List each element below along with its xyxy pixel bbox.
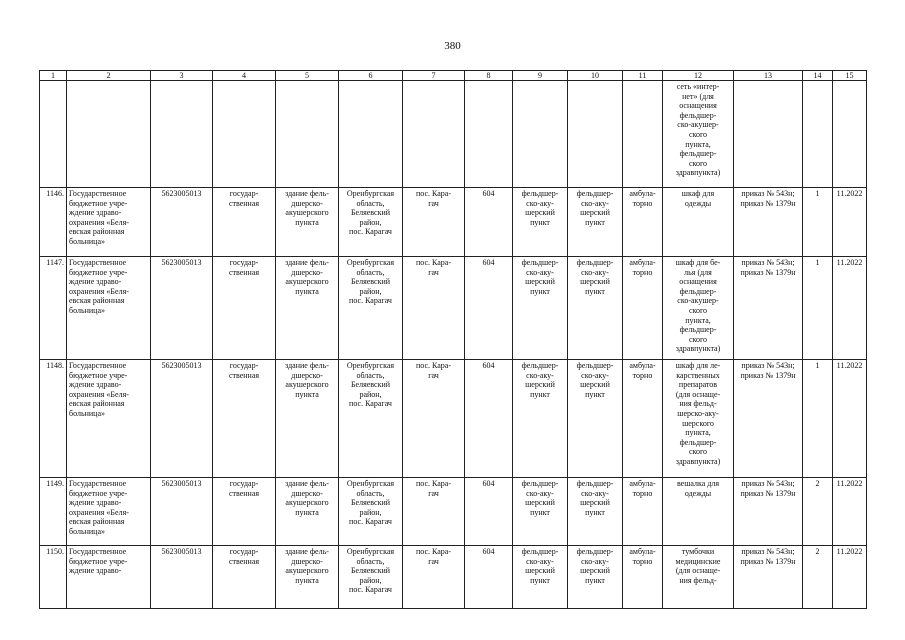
address-cell: Оренбургская область, Беляевский район, пос. Карагач bbox=[339, 257, 403, 360]
settlement-cell: пос. Кара- гач bbox=[403, 360, 465, 478]
col-header: 10 bbox=[568, 71, 623, 81]
row-number-cell: 1148. bbox=[40, 360, 67, 478]
equipment-cell: тумбочки медицинские (для оснаще- ния фельд- bbox=[663, 546, 734, 609]
quantity-cell: 1 bbox=[803, 257, 833, 360]
care-form-cell: амбула- торно bbox=[623, 546, 663, 609]
quantity-cell: 1 bbox=[803, 360, 833, 478]
facility-subtype-cell: фельдшер- ско-аку- шерский пункт bbox=[568, 478, 623, 546]
table-row bbox=[40, 360, 867, 478]
row-number-cell: 1147. bbox=[40, 257, 67, 360]
organization-cell: Государственное бюджетное учре- ждение здраво- охранения «Беля- евская районная больница» bbox=[67, 257, 151, 360]
order-cell: приказ № 543н; приказ № 1379н bbox=[734, 360, 803, 478]
col-header: 14 bbox=[803, 71, 833, 81]
ownership-cell: государ- ственная bbox=[213, 188, 276, 257]
ownership-cell: государ- ственная bbox=[213, 257, 276, 360]
table-row bbox=[40, 257, 867, 360]
order-cell: приказ № 543н; приказ № 1379н bbox=[734, 546, 803, 609]
order-cell: приказ № 543н; приказ № 1379н bbox=[734, 478, 803, 546]
building-cell: здание фель- дшерско- акушерского пункта bbox=[276, 188, 339, 257]
facility-type-cell: фельдшер- ско-аку- шерский пункт bbox=[513, 546, 568, 609]
quantity-cell: 1 bbox=[803, 188, 833, 257]
building-cell: здание фель- дшерско- акушерского пункта bbox=[276, 360, 339, 478]
care-form-cell: амбула- торно bbox=[623, 257, 663, 360]
inn-cell: 5623005013 bbox=[151, 257, 213, 360]
facility-subtype-cell: фельдшер- ско-аку- шерский пункт bbox=[568, 546, 623, 609]
date-cell: 11.2022 bbox=[833, 546, 867, 609]
register-table bbox=[39, 70, 867, 609]
equipment-cell: шкаф для бе- лья (для оснащения фельдшер- ско-акушер- ского пункта, фельдшер- ского здравпункта) bbox=[663, 257, 734, 360]
inn-cell: 5623005013 bbox=[151, 188, 213, 257]
ownership-cell: государ- ственная bbox=[213, 478, 276, 546]
facility-subtype-cell: фельдшер- ско-аку- шерский пункт bbox=[568, 188, 623, 257]
address-cell: Оренбургская область, Беляевский район, пос. Карагач bbox=[339, 188, 403, 257]
organization-cell: Государственное бюджетное учре- ждение здраво- охранения «Беля- евская районная больница» bbox=[67, 360, 151, 478]
address-cell: Оренбургская область, Беляевский район, пос. Карагач bbox=[339, 546, 403, 609]
table-row bbox=[40, 188, 867, 257]
code-cell: 604 bbox=[465, 188, 513, 257]
building-cell: здание фель- дшерско- акушерского пункта bbox=[276, 546, 339, 609]
care-form-cell: амбула- торно bbox=[623, 478, 663, 546]
col-header: 9 bbox=[513, 71, 568, 81]
settlement-cell: пос. Кара- гач bbox=[403, 257, 465, 360]
inn-cell: 5623005013 bbox=[151, 478, 213, 546]
facility-type-cell: фельдшер- ско-аку- шерский пункт bbox=[513, 188, 568, 257]
date-cell: 11.2022 bbox=[833, 360, 867, 478]
inn-cell: 5623005013 bbox=[151, 360, 213, 478]
organization-cell: Государственное бюджетное учре- ждение здраво- охранения «Беля- евская районная больница» bbox=[67, 478, 151, 546]
facility-type-cell: фельдшер- ско-аку- шерский пункт bbox=[513, 360, 568, 478]
table-row bbox=[40, 478, 867, 546]
col-header: 4 bbox=[213, 71, 276, 81]
code-cell: 604 bbox=[465, 546, 513, 609]
equipment-cell: шкаф для ле- карственных препаратов (для оснаще- ния фельд- шерско-аку- шерского пункта, фельдшер- ского здравпункта) bbox=[663, 360, 734, 478]
col-header: 2 bbox=[67, 71, 151, 81]
col-header: 15 bbox=[833, 71, 867, 81]
page-number: 380 bbox=[444, 40, 461, 52]
col-header: 12 bbox=[663, 71, 734, 81]
col-header: 11 bbox=[623, 71, 663, 81]
row-number-cell: 1146. bbox=[40, 188, 67, 257]
order-cell: приказ № 543н; приказ № 1379н bbox=[734, 257, 803, 360]
organization-cell: Государственное бюджетное учре- ждение здраво- охранения «Беля- евская районная больница» bbox=[67, 188, 151, 257]
order-cell: приказ № 543н; приказ № 1379н bbox=[734, 188, 803, 257]
code-cell: 604 bbox=[465, 257, 513, 360]
building-cell: здание фель- дшерско- акушерского пункта bbox=[276, 257, 339, 360]
address-cell: Оренбургская область, Беляевский район, пос. Карагач bbox=[339, 360, 403, 478]
equipment-cell: шкаф для одежды bbox=[663, 188, 734, 257]
quantity-cell: 2 bbox=[803, 546, 833, 609]
col-header: 3 bbox=[151, 71, 213, 81]
row-number-cell: 1150. bbox=[40, 546, 67, 609]
code-cell: 604 bbox=[465, 360, 513, 478]
ownership-cell: государ- ственная bbox=[213, 360, 276, 478]
settlement-cell: пос. Кара- гач bbox=[403, 546, 465, 609]
ownership-cell: государ- ственная bbox=[213, 546, 276, 609]
table-row bbox=[40, 546, 867, 609]
settlement-cell: пос. Кара- гач bbox=[403, 478, 465, 546]
facility-subtype-cell: фельдшер- ско-аку- шерский пункт bbox=[568, 360, 623, 478]
equipment-cell: вешалка для одежды bbox=[663, 478, 734, 546]
col-header: 13 bbox=[734, 71, 803, 81]
facility-type-cell: фельдшер- ско-аку- шерский пункт bbox=[513, 257, 568, 360]
col-header: 7 bbox=[403, 71, 465, 81]
code-cell: 604 bbox=[465, 478, 513, 546]
building-cell: здание фель- дшерско- акушерского пункта bbox=[276, 478, 339, 546]
address-cell: Оренбургская область, Беляевский район, пос. Карагач bbox=[339, 478, 403, 546]
date-cell: 11.2022 bbox=[833, 257, 867, 360]
facility-type-cell: фельдшер- ско-аку- шерский пункт bbox=[513, 478, 568, 546]
col-header: 6 bbox=[339, 71, 403, 81]
care-form-cell: амбула- торно bbox=[623, 360, 663, 478]
inn-cell: 5623005013 bbox=[151, 546, 213, 609]
continuation-row bbox=[40, 81, 867, 188]
row-number-cell: 1149. bbox=[40, 478, 67, 546]
date-cell: 11.2022 bbox=[833, 478, 867, 546]
col-header: 1 bbox=[40, 71, 67, 81]
care-form-cell: амбула- торно bbox=[623, 188, 663, 257]
quantity-cell: 2 bbox=[803, 478, 833, 546]
organization-cell: Государственное бюджетное учре- ждение здраво- bbox=[67, 546, 151, 609]
settlement-cell: пос. Кара- гач bbox=[403, 188, 465, 257]
col-header: 5 bbox=[276, 71, 339, 81]
equipment-cell: сеть «интер- нет» (для оснащения фельдшер- ско-акушер- ского пункта, фельдшер- ского здравпункта) bbox=[663, 81, 734, 188]
column-number-row bbox=[40, 71, 867, 81]
date-cell: 11.2022 bbox=[833, 188, 867, 257]
facility-subtype-cell: фельдшер- ско-аку- шерский пункт bbox=[568, 257, 623, 360]
col-header: 8 bbox=[465, 71, 513, 81]
